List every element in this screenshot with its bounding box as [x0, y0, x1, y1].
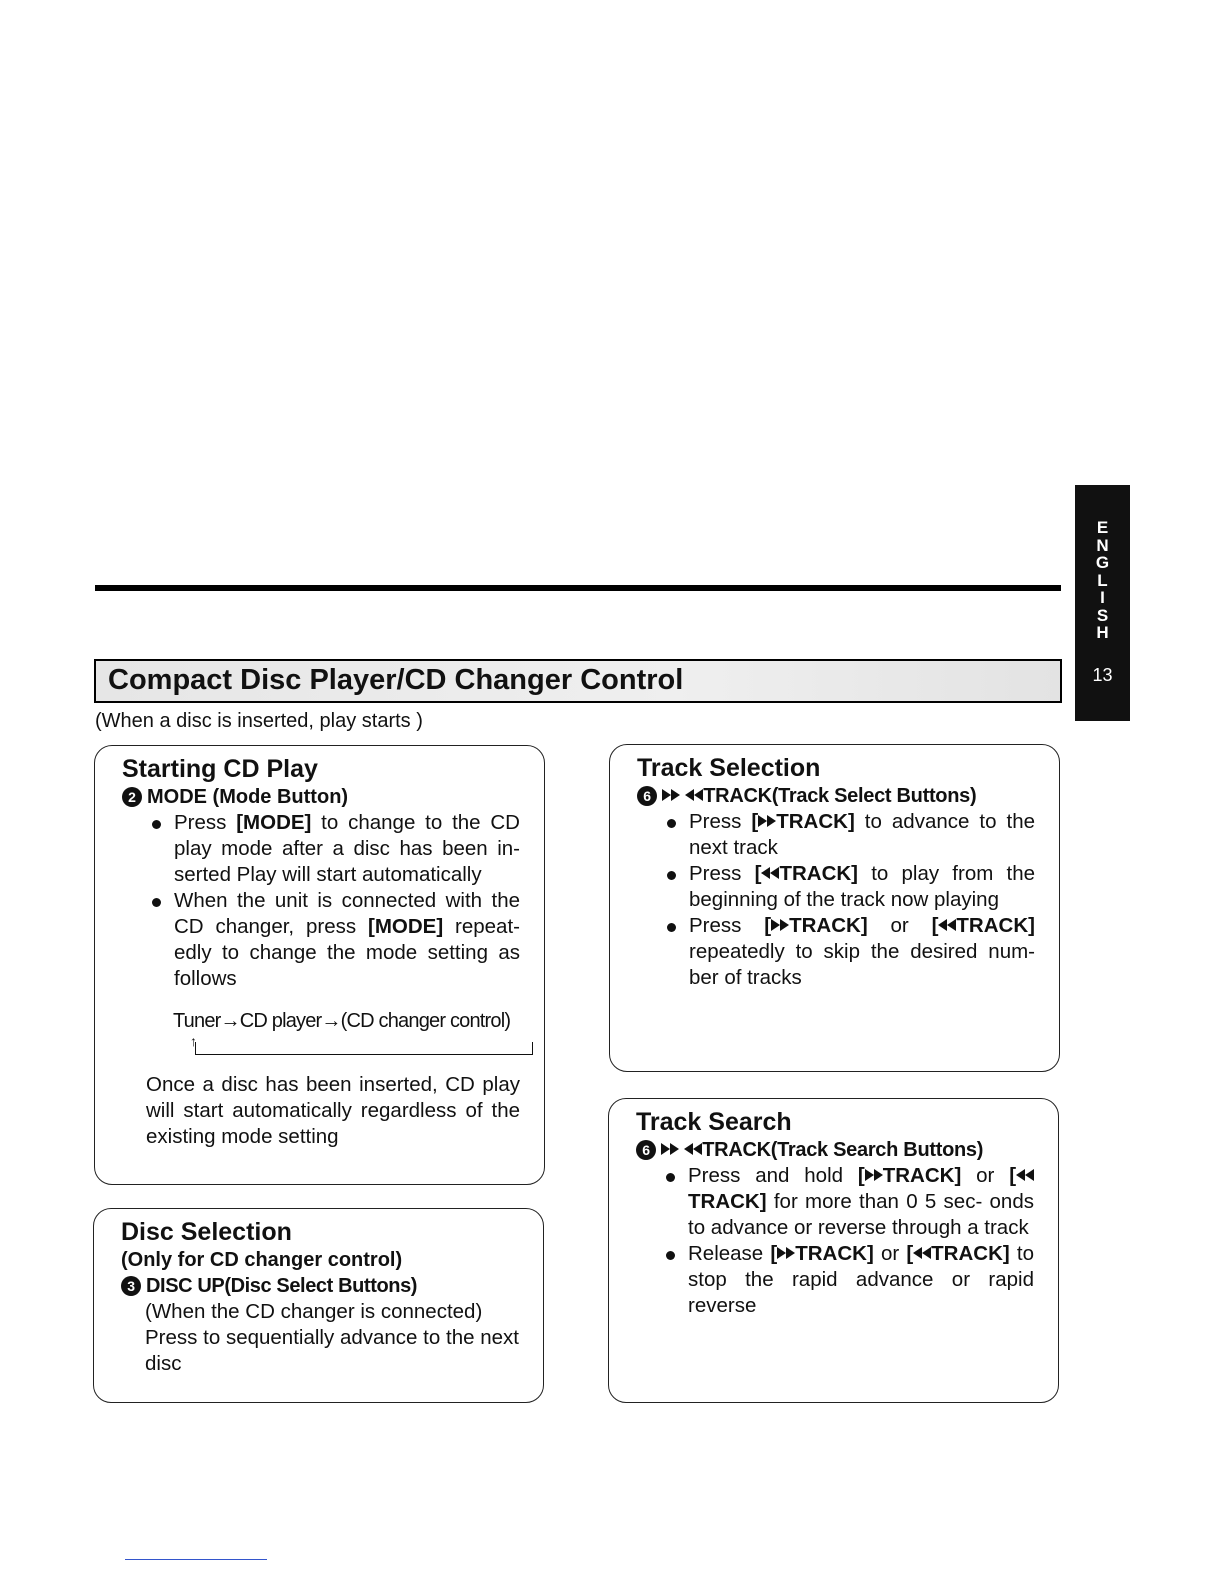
number-6-icon: 6: [637, 786, 657, 806]
backward-icon: [913, 1247, 922, 1259]
list-item: When the unit is connected with the CD changer, press [MODE] repeat- edly to change the mode setting as follows: [146, 888, 520, 992]
backward-icon: [1016, 1169, 1025, 1181]
disc-line-1: (When the CD changer is connected): [145, 1300, 483, 1323]
disc-selection-heading: Disc Selection: [121, 1218, 292, 1246]
track-search-button-label: 6 TRACK(Track Search Buttons): [636, 1137, 1034, 1163]
list-item: Press and hold [ TRACK] or [TRACK] for more than 0 5 sec- onds to advance or reverse through a track: [660, 1163, 1034, 1241]
starting-cd-play-heading: Starting CD Play: [122, 755, 318, 783]
track-selection-box: [609, 744, 1060, 1072]
forward-icon: [662, 789, 671, 801]
section-subtitle: (When a disc is inserted, play starts ): [95, 710, 423, 732]
list-item: Press [ TRACK] to advance to the next track: [661, 809, 1035, 861]
track-selection-heading: Track Selection: [637, 754, 821, 782]
track-search-heading: Track Search: [636, 1108, 792, 1136]
disc-line-2: Press to sequentially advance to the next disc: [145, 1326, 519, 1375]
up-arrow-icon: ↑: [190, 1033, 197, 1049]
disc-selection-box: [93, 1208, 544, 1403]
section-title-bar: [94, 659, 1062, 703]
forward-icon: [671, 789, 680, 801]
mode-button-label: 2 MODE (Mode Button): [122, 784, 520, 810]
mode-bullets: [122, 810, 520, 992]
forward-icon: [771, 919, 780, 931]
backward-icon: [761, 867, 770, 879]
backward-icon: [685, 789, 694, 801]
track-search-bullets: [636, 1163, 1034, 1319]
page-number: 13: [1092, 665, 1113, 685]
backward-icon: [693, 1143, 702, 1155]
section-title: Compact Disc Player/CD Changer Control: [108, 664, 684, 696]
forward-icon: [661, 1143, 670, 1155]
top-rule: [95, 585, 1061, 591]
backward-icon: [922, 1247, 931, 1259]
backward-icon: [694, 789, 703, 801]
disc-selection-sub: (Only for CD changer control): [121, 1249, 403, 1271]
forward-icon: [874, 1169, 883, 1181]
forward-icon: [758, 815, 767, 827]
list-item: Press [MODE] to change to the CD play mode after a disc has been in- serted Play will start automatically: [146, 810, 520, 888]
backward-icon: [938, 919, 947, 931]
track-search-box: [608, 1098, 1059, 1403]
language-label: E N G L I S H: [1095, 518, 1110, 642]
loop-line: [195, 1042, 533, 1055]
mode-sequence: Tuner→CD player→(CD changer control) ↑: [122, 1010, 520, 1054]
backward-icon: [684, 1143, 693, 1155]
track-select-button-label: 6 TRACK(Track Select Buttons): [637, 783, 1035, 809]
footer-line: [125, 1559, 267, 1560]
number-6-icon: 6: [636, 1140, 656, 1160]
list-item: Press [ TRACK] or [ TRACK] repeatedly to skip the desired num- ber of tracks: [661, 913, 1035, 991]
forward-icon: [767, 815, 776, 827]
forward-icon: [865, 1169, 874, 1181]
number-2-icon: 2: [122, 787, 142, 807]
language-tab: [1075, 485, 1130, 721]
backward-icon: [1025, 1169, 1034, 1181]
forward-icon: [780, 919, 789, 931]
list-item: Release [ TRACK] or [ TRACK] to stop the rapid advance or rapid reverse: [660, 1241, 1034, 1319]
list-item: Press [ TRACK] to play from the beginning of the track now playing: [661, 861, 1035, 913]
starting-cd-play-box: [94, 745, 545, 1185]
autoplay-note: Once a disc has been inserted, CD play will start automatically regardless of the existing mode setting: [146, 1073, 520, 1148]
number-3-icon: 3: [121, 1276, 141, 1296]
forward-icon: [670, 1143, 679, 1155]
forward-icon: [777, 1247, 786, 1259]
disc-up-button-label: 3 DISC UP(Disc Select Buttons): [121, 1273, 519, 1299]
track-select-bullets: [637, 809, 1035, 991]
forward-icon: [786, 1247, 795, 1259]
